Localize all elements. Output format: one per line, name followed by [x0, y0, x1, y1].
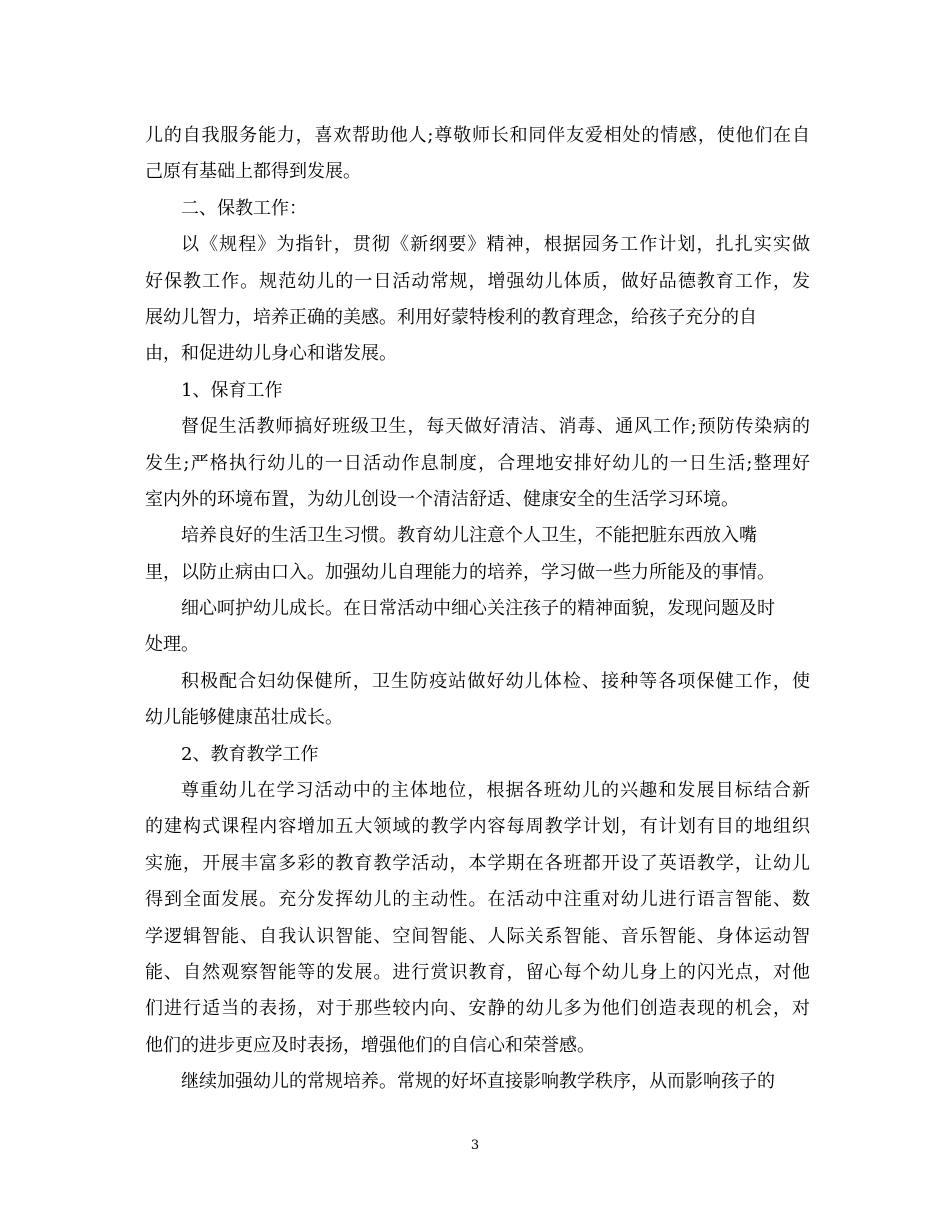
- text-line: 处理。: [145, 634, 199, 656]
- text-line: 积极配合妇幼保健所，卫生防疫站做好幼儿体检、接种等各项保健工作，使: [181, 670, 810, 692]
- text-line: 培养良好的生活卫生习惯。教育幼儿注意个人卫生，不能把脏东西放入嘴: [181, 525, 757, 547]
- text-line: 细心呵护幼儿成长。在日常活动中细心关注孩子的精神面貌，发现问题及时: [181, 598, 775, 620]
- text-line: 他们的进步更应及时表扬，增强他们的自信心和荣誉感。: [145, 1034, 595, 1056]
- subsection-heading: 1、保育工作: [181, 379, 283, 401]
- subsection-heading: 2、教育教学工作: [181, 743, 319, 765]
- text-line: 室内外的环境布置，为幼儿创设一个清洁舒适、健康安全的生活学习环境。: [145, 488, 739, 510]
- text-line: 以《规程》为指针，贯彻《新纲要》精神，根据园务工作计划，扎扎实实做: [181, 234, 810, 256]
- text-line: 得到全面发展。充分发挥幼儿的主动性。在活动中注重对幼儿进行语言智能、数: [145, 889, 810, 911]
- text-line: 幼儿能够健康茁壮成长。: [145, 707, 343, 729]
- text-line: 能、自然观察智能等的发展。进行赏识教育，留心每个幼儿身上的闪光点，对他: [145, 961, 810, 983]
- page-number: 3: [470, 1138, 480, 1153]
- text-line: 督促生活教师搞好班级卫生，每天做好清洁、消毒、通风工作;预防传染病的: [181, 416, 810, 438]
- text-line: 们进行适当的表扬，对于那些较内向、安静的幼儿多为他们创造表现的机会，对: [145, 998, 810, 1020]
- text-line: 里，以防止病由口入。加强幼儿自理能力的培养，学习做一些力所能及的事情。: [145, 561, 775, 583]
- text-line: 的建构式课程内容增加五大领域的教学内容每周教学计划，有计划有目的地组织: [145, 816, 810, 838]
- text-line: 好保教工作。规范幼儿的一日活动常规，增强幼儿体质，做好品德教育工作，发: [145, 270, 810, 292]
- text-line: 由，和促进幼儿身心和谐发展。: [145, 343, 397, 365]
- text-line: 己原有基础上都得到发展。: [145, 161, 361, 183]
- text-line: 实施，开展丰富多彩的教育教学活动，本学期在各班都开设了英语教学，让幼儿: [145, 852, 810, 874]
- text-line: 儿的自我服务能力，喜欢帮助他人;尊敬师长和同伴友爱相处的情感，使他们在自: [145, 125, 810, 146]
- text-line: 尊重幼儿在学习活动中的主体地位，根据各班幼儿的兴趣和发展目标结合新: [181, 780, 810, 802]
- text-line: 发生;严格执行幼儿的一日活动作息制度，合理地安排好幼儿的一日生活;整理好: [145, 452, 810, 474]
- document-body: [145, 118, 810, 1101]
- text-line: 继续加强幼儿的常规培养。常规的好坏直接影响教学秩序，从而影响孩子的: [181, 1071, 775, 1093]
- text-line: 展幼儿智力，培养正确的美感。利用好蒙特梭利的教育理念，给孩子充分的自: [145, 306, 757, 328]
- section-heading: 二、保教工作：: [181, 197, 307, 219]
- text-line: 学逻辑智能、自我认识智能、空间智能、人际关系智能、音乐智能、身体运动智: [145, 925, 810, 947]
